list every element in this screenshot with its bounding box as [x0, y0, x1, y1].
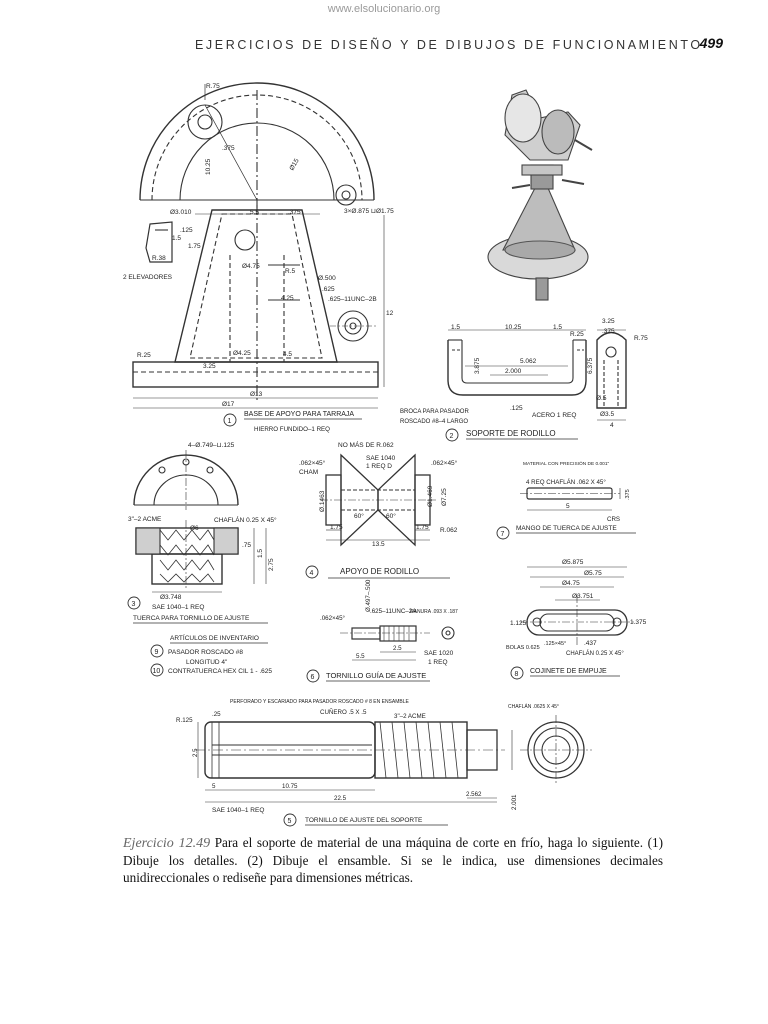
dim-text: Ø5.875 — [562, 559, 584, 566]
dim-text: 2.5 — [393, 645, 402, 652]
dim-text: CUÑERO .5 X .5 — [320, 709, 367, 716]
part1-base-drawing — [133, 83, 384, 408]
dim-text: Ø3.010 — [170, 209, 192, 216]
dim-text: R.75 — [206, 83, 220, 90]
part7-crs: CRS — [607, 516, 621, 523]
dim-text: .375 — [625, 489, 631, 500]
dim-text: .125 — [510, 405, 523, 412]
part7-title: MANGO DE TUERCA DE AJUSTE — [516, 525, 617, 532]
dim-text: .062×45° — [320, 615, 346, 622]
dim-text: .75 — [242, 542, 252, 549]
dim-text: 3.25 — [203, 363, 216, 370]
dim-text: CHAFLÁN .0625 X 45° — [508, 704, 559, 710]
part4-material: SAE 1040 — [366, 455, 396, 462]
part4-number: 4 — [309, 570, 314, 577]
dim-text: Ø5.75 — [584, 570, 602, 577]
dim-text: R.38 — [152, 255, 166, 262]
dim-text: .125×45° — [544, 641, 567, 647]
dim-text: 2.562 — [466, 791, 482, 798]
dim-text: 13.5 — [372, 541, 385, 548]
part7-number: 7 — [500, 531, 505, 538]
dim-text: Ø17 — [222, 401, 235, 408]
part4-title: APOYO DE RODILLO — [340, 567, 420, 576]
exercise-text: Para el soporte de material de una máquina de corte en frío, haga lo siguiente. (1) Dibuje los detalles. (2) Dibuje el ensamble. Si se le indica, use dimensiones decimales unidireccionales o rediseñe para dimensiones métricas. — [123, 835, 664, 885]
part8-number: 8 — [514, 671, 519, 678]
dim-text: 4–Ø.749–⊔.125 — [188, 442, 235, 449]
dim-text: 10.25 — [205, 158, 212, 175]
part2-number: 2 — [449, 433, 454, 440]
dim-text: 3"–2 ACME — [128, 516, 162, 523]
inventory-num: 10 — [152, 668, 161, 675]
dim-text: Ø.1463 — [319, 490, 326, 512]
part5-title: TORNILLO DE AJUSTE DEL SOPORTE — [305, 817, 423, 824]
dim-text: 5 — [212, 783, 216, 790]
dim-text: CHAM — [299, 469, 319, 476]
dim-text: 1.5 — [257, 548, 264, 558]
page-number: 499 — [699, 35, 723, 51]
isometric-assembly-picture — [488, 90, 592, 300]
inventory-item: PASADOR ROSCADO #8 — [168, 649, 244, 656]
dim-text: 60° — [354, 513, 364, 520]
part8-thrust-bearing-drawing — [520, 567, 634, 645]
dim-text: 2.5 — [192, 748, 199, 757]
part1-number: 1 — [227, 418, 232, 425]
part1-subtitle: HIERRO FUNDIDO–1 REQ — [254, 426, 330, 433]
dim-text: Ø13 — [250, 391, 263, 398]
dim-text: 2.75 — [268, 558, 275, 571]
part2-title: SOPORTE DE RODILLO — [466, 429, 556, 438]
dim-text: 4.5 — [283, 351, 293, 358]
dim-text: 5.5 — [250, 209, 260, 216]
dim-text: 6.375 — [587, 357, 594, 374]
dim-text: Ø15 — [288, 157, 301, 172]
dim-text: 2.000 — [505, 368, 522, 375]
dim-text: .375 — [222, 145, 235, 152]
dim-text: .125 — [180, 227, 193, 234]
dim-text: 1.75 — [188, 243, 201, 250]
part6-material: SAE 1020 — [424, 650, 454, 657]
dim-text: 1.75 — [416, 524, 429, 531]
dim-text: 5.5 — [356, 653, 365, 660]
dim-text: PERFORADO Y ESCARIADO PARA PASADOR ROSCADO # 8 EN ENSAMBLE — [230, 699, 409, 705]
dim-text: 3.875 — [474, 357, 481, 374]
dim-text: Ø6 — [190, 525, 199, 532]
dim-text: Ø.500 — [318, 275, 336, 282]
part5-material: SAE 1040–1 REQ — [212, 807, 265, 814]
dim-text: Ø.5 — [596, 395, 607, 402]
part3-number: 3 — [131, 601, 136, 608]
dim-text: R.5 — [285, 268, 296, 275]
dim-text: 1.125 — [510, 620, 527, 627]
dim-text: R.25 — [570, 331, 584, 338]
dim-text: .437 — [584, 640, 597, 647]
dim-text: 4 — [610, 422, 614, 429]
dim-text: .375 — [288, 209, 301, 216]
part6-material: 1 REQ — [428, 659, 448, 666]
dim-text: Ø3.748 — [160, 594, 182, 601]
dim-text: 3×Ø.875 ⊔Ø1.75 — [344, 208, 394, 215]
part6-title: TORNILLO GUÍA DE AJUSTE — [326, 671, 427, 680]
dim-text: 1.5 — [172, 235, 182, 242]
dim-text: 10.25 — [505, 324, 522, 331]
dim-text: RANURA .093 X .187 — [410, 609, 458, 615]
part7-chamfer: 4 REQ CHAFLÁN .062 X 45° — [526, 479, 606, 486]
dim-text: Ø3.751 — [572, 593, 594, 600]
part8-balls: BOLAS 0.625 — [506, 645, 540, 651]
inventory-item: CONTRATUERCA HEX CIL 1 - .625 — [168, 668, 273, 675]
dim-text: R.062 — [440, 527, 458, 534]
part8-title: COJINETE DE EMPUJE — [530, 668, 607, 675]
part5-number: 5 — [287, 818, 292, 825]
dim-text: .375 — [602, 328, 615, 335]
dim-text: 12 — [386, 310, 394, 317]
dim-text: R.75 — [634, 335, 648, 342]
dim-text: .625 — [322, 286, 335, 293]
dim-text: 22.5 — [334, 795, 347, 802]
running-header: EJERCICIOS DE DISEÑO Y DE DIBUJOS DE FUNCIONAMIENTO — [195, 38, 703, 52]
dim-text: 2.001 — [511, 794, 518, 810]
dim-text: 1.5 — [451, 324, 461, 331]
dim-text: R.25 — [137, 352, 151, 359]
part3-title: TUERCA PARA TORNILLO DE AJUSTE — [133, 615, 250, 622]
watermark: www.elsolucionario.org — [327, 3, 441, 15]
dim-text: R.125 — [176, 717, 193, 724]
dim-text: 5.062 — [520, 358, 537, 365]
inventory-num: 9 — [154, 649, 159, 656]
exercise-number: Ejercicio 12.49 — [123, 836, 211, 851]
part2-note: ROSCADO #8–4 LARGO — [400, 419, 469, 425]
inventory-item: LONGITUD 4" — [186, 659, 228, 666]
exercise-caption — [123, 834, 663, 886]
dim-text: .062×45° — [299, 460, 326, 467]
part7-note: MATERIAL CON PRECISIÓN DE 0.001" — [523, 462, 610, 467]
part2-note: BROCA PARA PASADOR — [400, 409, 469, 415]
dim-text: CHAFLÁN 0.25 X 45° — [214, 517, 277, 524]
dim-text: .25 — [212, 711, 221, 718]
dim-text: 1.75 — [330, 524, 343, 531]
part8-chamfer: CHAFLÁN 0.25 X 45° — [566, 651, 624, 657]
dim-text: NO MÁS DE R.062 — [338, 442, 394, 449]
dim-text: Ø4.25 — [233, 350, 251, 357]
part1-title: BASE DE APOYO PARA TARRAJA — [244, 411, 355, 418]
dim-text: 3.25 — [602, 318, 615, 325]
dim-text: 4.25 — [281, 295, 294, 302]
part4-material: 1 REQ D — [366, 463, 393, 470]
part6-number: 6 — [310, 674, 315, 681]
dim-text: .625–11UNC–2B — [328, 296, 377, 303]
dim-text: 1.5 — [553, 324, 563, 331]
dim-text: Ø3.5 — [600, 411, 615, 418]
dim-text: 2 ELEVADORES — [123, 274, 173, 281]
part5-adjusting-screw-drawing — [195, 715, 592, 802]
dim-text: Ø7.25 — [441, 488, 448, 506]
dim-text: 60° — [386, 513, 396, 520]
dim-text: Ø4.75 — [562, 580, 580, 587]
dim-text: .625–11UNC–2A — [370, 608, 417, 615]
inventory-list — [151, 633, 272, 676]
dim-text: 10.75 — [282, 783, 298, 790]
dim-text: Ø.497–.500 — [365, 579, 372, 612]
dim-text: Ø4.75 — [242, 263, 260, 270]
dim-text: 3"–2 ACME — [394, 713, 426, 720]
part3-material: SAE 1040–1 REQ — [152, 604, 205, 611]
part2-roller-support-drawing — [448, 330, 626, 420]
inventory-title: ARTÍCULOS DE INVENTARIO — [170, 635, 259, 642]
dim-text: Ø1.469 — [427, 485, 434, 507]
dim-text: 5 — [566, 503, 570, 510]
part7-handle-drawing — [520, 488, 620, 510]
part2-material: ACERO 1 REQ — [532, 412, 577, 419]
dim-text: .062×45° — [431, 460, 458, 467]
dim-text: 1.375 — [630, 619, 647, 626]
